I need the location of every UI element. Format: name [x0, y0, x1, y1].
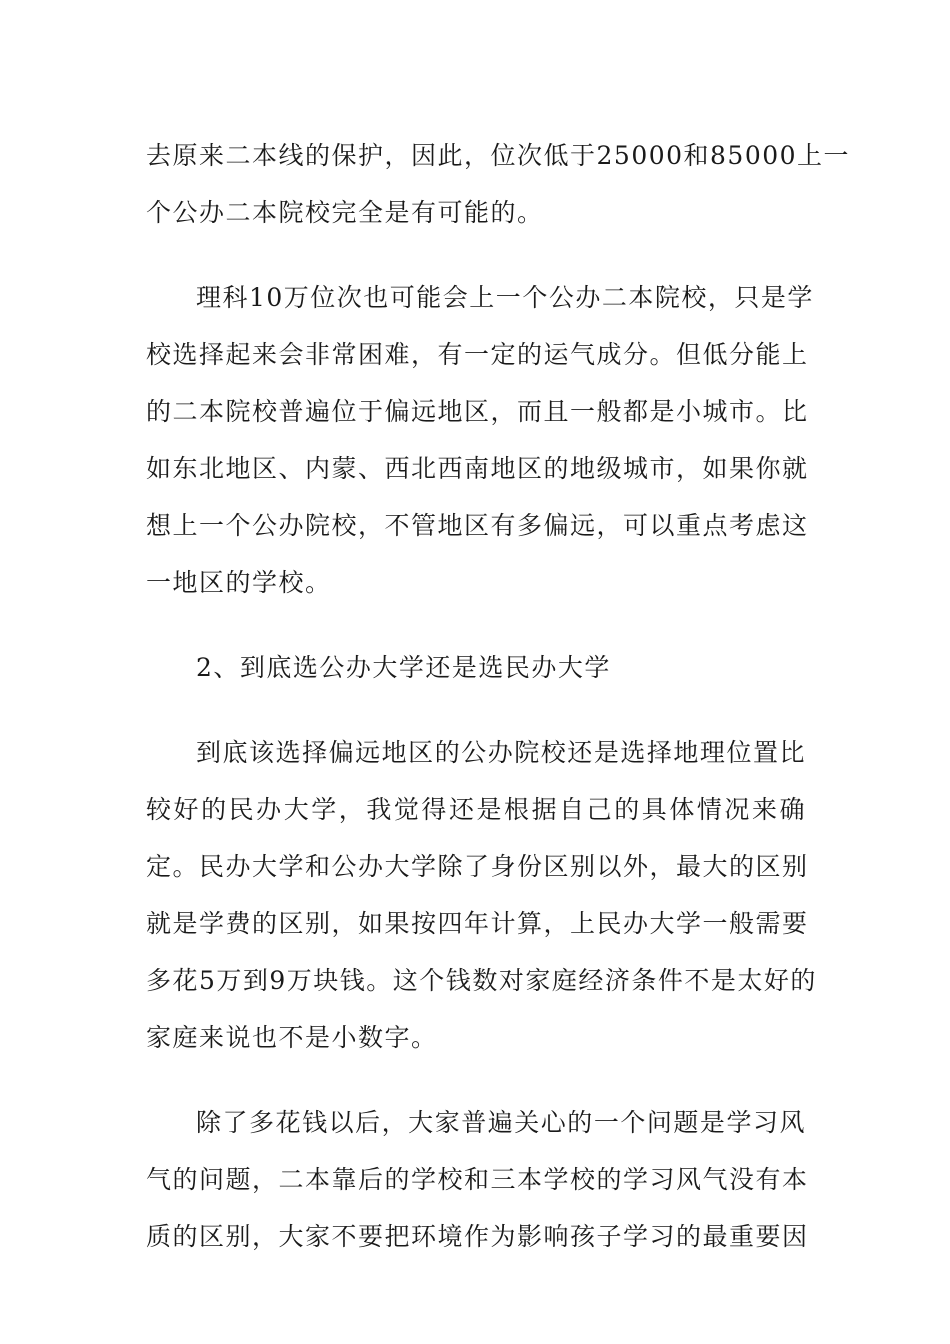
- text-line: 多花5万到9万块钱。这个钱数对家庭经济条件不是太好的: [146, 966, 817, 995]
- text-line: 去原来二本线的保护，因此，位次低于25000和85000上一: [146, 141, 851, 170]
- text-line: 如东北地区、内蒙、西北西南地区的地级城市，如果你就: [146, 454, 809, 483]
- paragraph: [146, 127, 851, 241]
- paragraph: [146, 269, 814, 611]
- text-line: 个公办二本院校完全是有可能的。: [146, 198, 544, 227]
- text-line: 想上一个公办院校，不管地区有多偏远，可以重点考虑这: [146, 511, 809, 540]
- text-line: 2、到底选公办大学还是选民办大学: [196, 653, 611, 682]
- text-line: 一地区的学校。: [146, 568, 332, 597]
- text-line: 理科10万位次也可能会上一个公办二本院校，只是学: [196, 283, 814, 312]
- text-line: 就是学费的区别，如果按四年计算，上民办大学一般需要: [146, 909, 809, 938]
- paragraph: [146, 1094, 809, 1265]
- section-heading: [146, 639, 806, 696]
- paragraph: [146, 724, 817, 1066]
- text-line: 质的区别，大家不要把环境作为影响孩子学习的最重要因: [146, 1222, 809, 1251]
- document-page: [146, 127, 851, 1265]
- text-line: 气的问题，二本靠后的学校和三本学校的学习风气没有本: [146, 1165, 809, 1194]
- text-line: 较好的民办大学，我觉得还是根据自己的具体情况来确: [146, 795, 806, 824]
- text-line: 的二本院校普遍位于偏远地区，而且一般都是小城市。比: [146, 397, 809, 426]
- text-line: 校选择起来会非常困难，有一定的运气成分。但低分能上: [146, 340, 809, 369]
- text-line: 家庭来说也不是小数字。: [146, 1023, 438, 1052]
- text-line: 除了多花钱以后，大家普遍关心的一个问题是学习风: [196, 1108, 806, 1137]
- text-line: 定。民办大学和公办大学除了身份区别以外，最大的区别: [146, 852, 809, 881]
- text-line: 到底该选择偏远地区的公办院校还是选择地理位置比: [196, 738, 806, 767]
